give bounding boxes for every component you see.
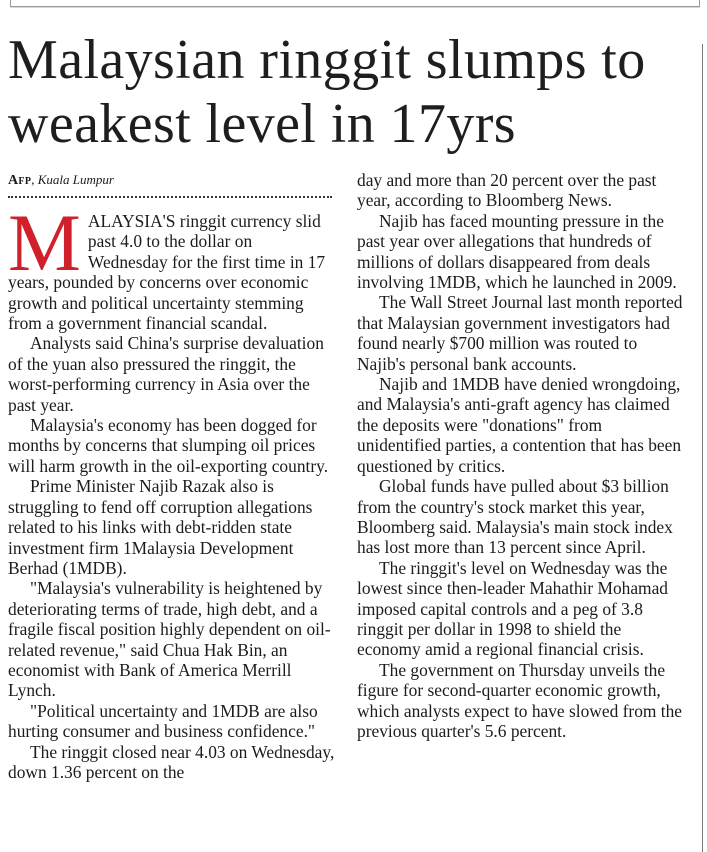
column-left [8,197,335,782]
byline-separator: , [31,172,38,187]
page-edge [702,44,703,852]
paragraph: The government on Thursday unveils the figure for second-quarter economic growth, which analysts expect to have slowed from the previous quarter's 5.6 percent. [357,659,683,741]
paragraph: Najib has faced mounting pressure in the past year over allegations that hundreds of millions of dollars disappeared from deals involving 1MDB, which he launched in 2009. [357,210,677,293]
paragraph: The ringgit's level on Wednesday was the lowest since then-leader Mahathir Mohamad imposed capital controls and a peg of 3.8 ringgit per dollar in 1998 to shield the economy amid a regional financial crisis. [357,557,668,660]
byline-location: Kuala Lumpur [37,172,114,187]
paragraph: day and more than 20 percent over the past year, according to Bloomberg News. [357,170,657,211]
paragraph: The ringgit closed near 4.03 on Wednesday, down 1.36 percent on the [8,741,335,782]
paragraph: Prime Minister Najib Razak also is struggling to fend off corruption allegations related to his links with debt-ridden state investment firm 1Malaysia Development Berhad (1MDB). [8,476,313,578]
column-right [357,170,687,741]
paragraph: "Political uncertainty and 1MDB are also hurting consumer and business confidence." [8,700,318,742]
paragraph: ALAYSIA'S ringgit currency slid past 4.0 to the dollar on Wednesday for the first time in 17 years, pounded by concerns over economic growth and political uncertainty stemming from a government financial scandal. [8,211,326,334]
page-frame [10,0,700,7]
byline-agency: Afp [8,173,32,188]
paragraph: Global funds have pulled about $3 billion from the country's stock market this year, Bloomberg said. Malaysia's main stock index has lost more than 13 percent since April. [357,476,673,558]
paragraph: The Wall Street Journal last month reported that Malaysian government investigators had found nearly $700 million was routed to Najib's personal bank accounts. [357,292,683,374]
paragraph: Malaysia's economy has been dogged for months by concerns that slumping oil prices will harm growth in the oil-exporting country. [8,415,329,476]
paragraph: Najib and 1MDB have denied wrongdoing, and Malaysia's anti-graft agency has claimed the deposits were "donations" from unidentified parties, a contention that has been questioned by critics. [357,374,682,476]
paragraph: "Malaysia's vulnerability is heightened by deteriorating terms of trade, high debt, and a fragile fiscal position highly dependent on oil-related revenue," said Chua Hak Bin, an economist with Bank of America Merrill Lynch. [8,578,331,701]
byline [8,172,114,189]
headline: Malaysian ringgit slumps to weakest level in 17yrs [8,29,646,155]
paragraph: Analysts said China's surprise devaluation of the yuan also pressured the ringgit, the worst-performing currency in Asia over the past year. [8,333,324,415]
drop-cap: M [8,197,81,288]
